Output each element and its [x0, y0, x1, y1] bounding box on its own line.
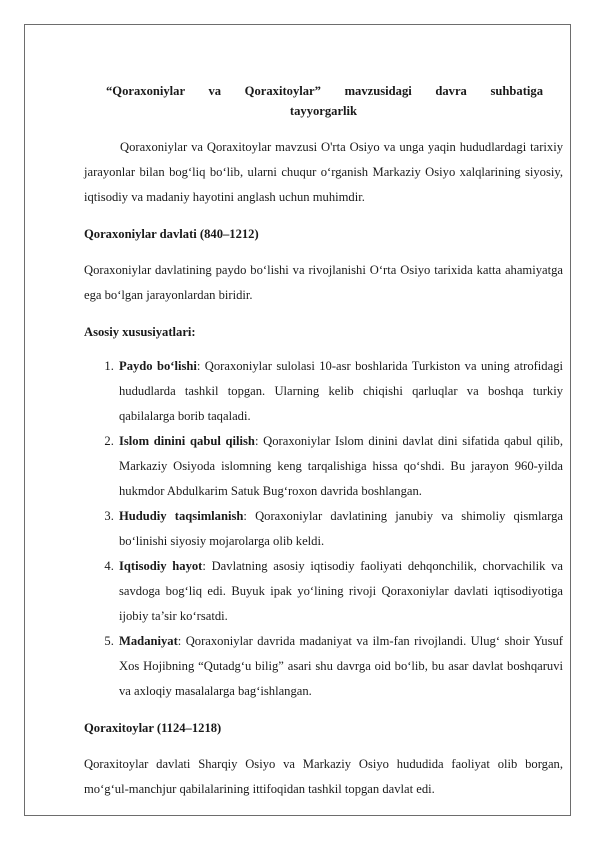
list-item-term: Islom dinini qabul qilish — [119, 434, 255, 448]
list-item — [117, 429, 563, 504]
list-item-term: Paydo bo‘lishi — [119, 359, 197, 373]
document-title: “Qoraxoniylar va Qoraxitoylar” mavzusidagi davra suhbatiga — [106, 84, 543, 98]
features-list — [84, 354, 563, 704]
list-item-text: : Qoraxoniylar Islom dinini davlat dini sifatida qabul qilib, Markaziy Osiyoda islomning keng tarqalishiga hissa qo‘shdi. Bu jarayon 960-yilda hukmdor Abdulkarim Satuk Bug‘roxon davrida boshlangan. — [119, 434, 563, 498]
section-paragraph-qoraxoniylar: Qoraxoniylar davlatining paydo bo‘lishi va rivojlanishi O‘rta Osiyo tarixida katta ahamiyatga ega bo‘lgan jarayonlardan biridir. — [84, 263, 563, 302]
section-paragraph-qoraxitoylar: Qoraxitoylar davlati Sharqiy Osiyo va Markaziy Osiyo hududida faoliyat olib borgan, mo‘g‘ul-manchjur qabilalarining ittifoqidan tashkil topgan davlat edi. — [84, 757, 563, 796]
list-item — [117, 354, 563, 429]
list-item-text: : Qoraxoniylar sulolasi 10-asr boshlarida Turkiston va uning atrofidagi hududlarda tashkil topgan. Ularning kelib chiqishi qarluqlar va boshqa turkiy qabilalarga borib taqaladi. — [119, 359, 563, 423]
list-item-text: : Davlatning asosiy iqtisodiy faoliyati dehqonchilik, chorvachilik va savdoga bog‘liq edi. Buyuk ipak yo‘lining rivoji Qoraxoniylar davlati iqtisodiyotiga ijobiy ta’sir ko‘rsatdi. — [119, 559, 563, 623]
list-item-text: : Qoraxoniylar davrida madaniyat va ilm-fan rivojlandi. Ulug‘ shoir Yusuf Xos Hojibning “Qutadg‘u bilig” asari shu davrga oid bo‘lib, bu asar davlat boshqaruvi va axloqiy masalalarga bag‘ishlangan. — [119, 634, 563, 698]
list-item — [117, 554, 563, 629]
document-page — [24, 24, 571, 816]
page-content — [84, 81, 563, 802]
list-item-term: Madaniyat — [119, 634, 178, 648]
list-item — [117, 629, 563, 704]
list-item-term: Hududiy taqsimlanish — [119, 509, 244, 523]
section-heading-qoraxitoylar: Qoraxitoylar (1124–1218) — [84, 721, 222, 735]
document-title-line2: tayyorgarlik — [289, 104, 358, 118]
list-item-text: : Qoraxoniylar davlatining janubiy va shimoliy qismlarga bo‘linishi siyosiy mojarolarga olib keldi. — [119, 509, 563, 548]
intro-paragraph: Qoraxoniylar va Qoraxitoylar mavzusi O'rta Osiyo va unga yaqin hududlardagi tarixiy jarayonlar bilan bog‘liq bo‘lib, ularni chuqur o‘rganish Markaziy Osiyo xalqlarining siyosiy, iqtisodiy va madaniy hayotini anglash uchun muhimdir. — [84, 140, 563, 204]
section-heading-qoraxoniylar: Qoraxoniylar davlati (840–1212) — [84, 227, 259, 241]
list-item — [117, 504, 563, 554]
subheading-features: Asosiy xususiyatlari: — [84, 325, 196, 339]
list-item-term: Iqtisodiy hayot — [119, 559, 203, 573]
